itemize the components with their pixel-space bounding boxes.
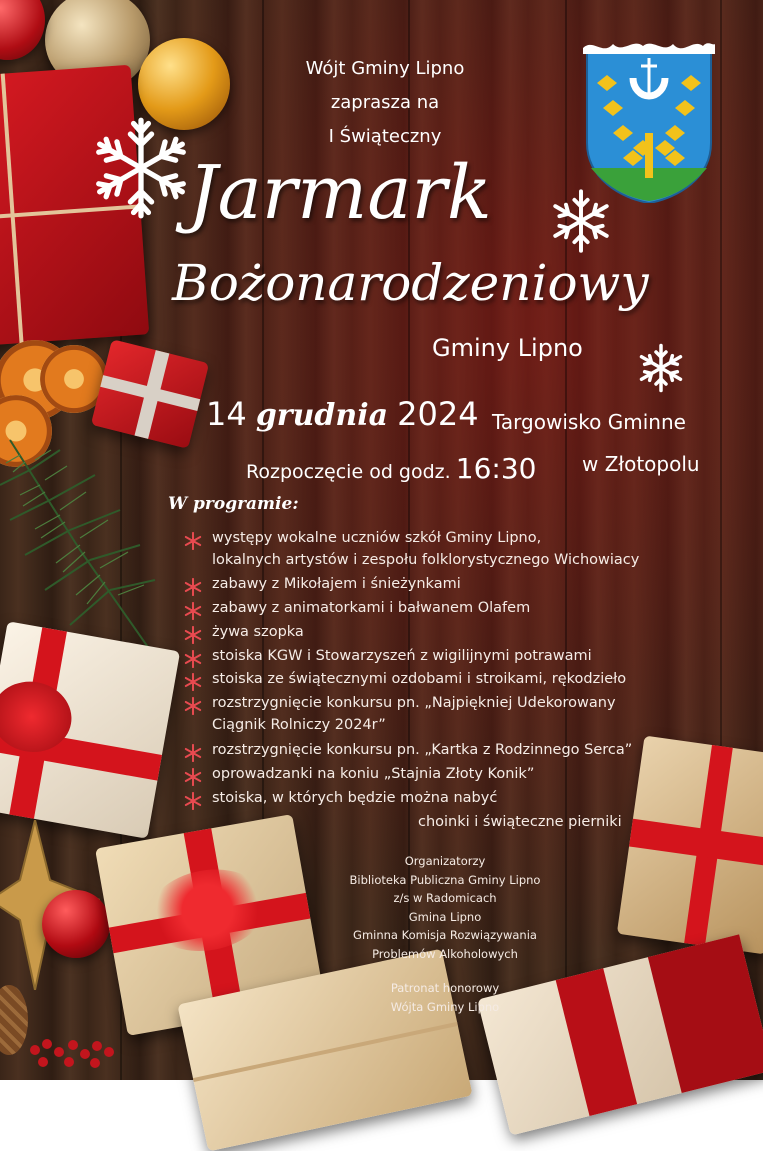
date-year: 2024	[397, 395, 479, 433]
list-item-text: rozstrzygnięcie konkursu pn. „Najpiękniej Udekorowany	[212, 695, 616, 711]
organizers-line: Gminna Komisja Rozwiązywania	[353, 928, 537, 942]
header-line1: Wójt Gminy Lipno	[305, 58, 465, 79]
start-time-row	[246, 452, 536, 485]
snowflake-icon	[184, 626, 202, 644]
header-line3: I Świąteczny	[328, 126, 442, 147]
snowflake-icon	[184, 578, 202, 596]
event-date	[206, 395, 479, 433]
organizers-line: Problemów Alkoholowych	[372, 946, 518, 961]
snowflake-icon	[184, 602, 202, 620]
organizers-line: Gmina Lipno	[408, 909, 482, 924]
snowflake-icon	[184, 792, 202, 810]
list-item-text: lokalnych artystów i zespołu folklorystycznego Wichowiacy	[212, 552, 640, 568]
program-heading: W programie:	[168, 494, 299, 514]
list-item-text: rozstrzygnięcie konkursu pn. „Kartka z Rodzinnego Serca”	[212, 742, 633, 758]
list-item-text: choinki i świąteczne pierniki	[418, 814, 622, 830]
coat-of-arms-icon	[583, 38, 715, 203]
date-day: 14	[206, 395, 247, 433]
snowflake-icon	[184, 650, 202, 668]
snowflake-icon	[184, 673, 202, 691]
snowflake-icon	[184, 532, 202, 550]
berries-icon	[25, 1030, 125, 1080]
organizers	[330, 852, 560, 1016]
list-item-text: stoiska KGW i Stowarzyszeń z wigilijnymi potrawami	[212, 648, 592, 664]
snowflake-icon	[184, 697, 202, 715]
patron-line2: Wójta Gminy Lipno	[390, 999, 500, 1014]
organizers-heading: Organizatorzy	[404, 854, 486, 868]
list-item-text: Ciągnik Rolniczy 2024r”	[212, 717, 386, 733]
organizers-line: z/s w Radomicach	[393, 891, 497, 905]
list-item-text: żywa szopka	[212, 624, 304, 640]
place-line1: Targowisko Gminne	[492, 410, 686, 434]
snowflake-icon	[184, 744, 202, 762]
list-item-text: występy wokalne uczniów szkół Gminy Lipno,	[212, 530, 542, 546]
header	[270, 52, 500, 154]
list-item-text: stoiska ze świątecznymi ozdobami i stroikami, rękodzieło	[212, 671, 627, 687]
patron-line1: Patronat honorowy	[390, 981, 500, 995]
title-subtitle: Gminy Lipno	[432, 334, 583, 362]
start-label: Rozpoczęcie od godz.	[246, 461, 451, 483]
title-word1: Jarmark	[188, 150, 492, 236]
plank-divider	[565, 0, 567, 1080]
date-month: grudnia	[255, 398, 389, 433]
christmas-ball-icon	[42, 890, 110, 958]
title-word2: Bożonarodzeniowy	[172, 254, 649, 312]
place-line2: w Złotopolu	[582, 452, 700, 476]
list-item-text: zabawy z Mikołajem i śnieżynkami	[212, 576, 461, 592]
organizers-line: Biblioteka Publiczna Gminy Lipno	[349, 872, 541, 887]
list-item-text: zabawy z animatorkami i bałwanem Olafem	[212, 600, 531, 616]
list-item-text: stoiska, w których będzie można nabyć	[212, 790, 498, 806]
snowflake-icon	[636, 343, 686, 393]
snowflake-icon	[184, 768, 202, 786]
start-time: 16:30	[455, 452, 537, 485]
list-item-text: oprowadzanki na koniu „Stajnia Złoty Konik”	[212, 766, 535, 782]
snowflake-icon	[88, 115, 194, 221]
header-line2: zaprasza na	[330, 92, 440, 113]
